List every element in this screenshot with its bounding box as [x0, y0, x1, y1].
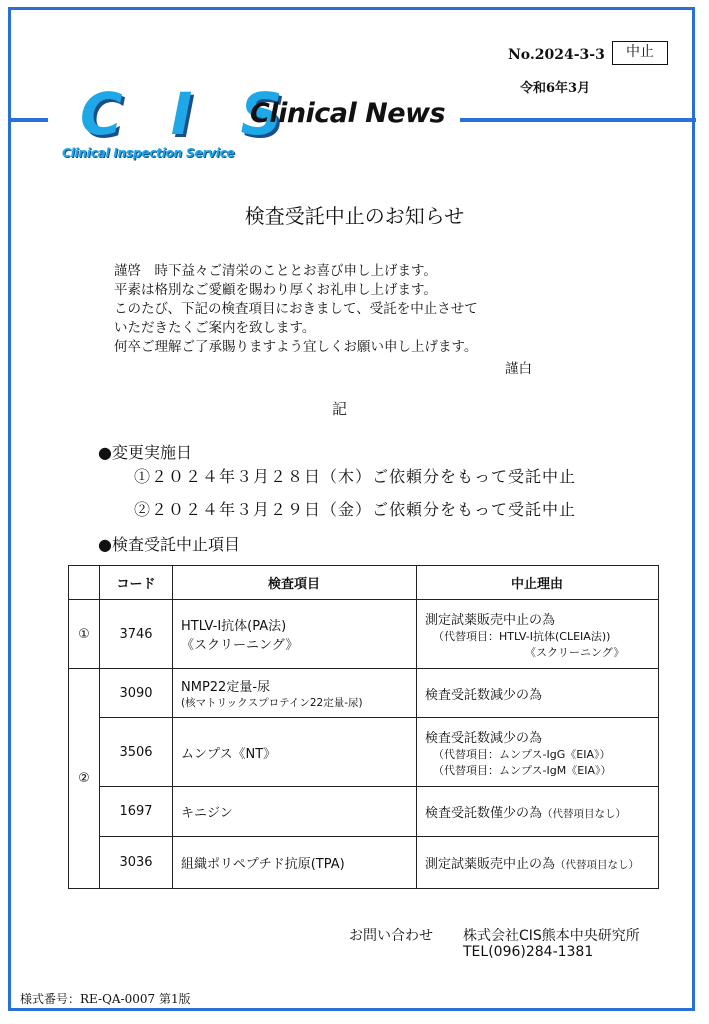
item-code: 3506 — [100, 718, 173, 787]
table-row — [69, 600, 659, 669]
table-row — [69, 669, 659, 718]
table-header-row — [69, 566, 659, 600]
reason-note: （代替項目：HTLV-Ⅰ抗体(CLEIA法)) — [433, 629, 611, 643]
item-name-main: NMP22定量-尿 — [181, 680, 271, 695]
item-name-main: HTLV-Ⅰ抗体(PA法) — [181, 619, 287, 634]
greeting-line: 謹啓 時下益々ご清栄のこととお喜び申し上げます。 — [114, 263, 437, 279]
logo-subtitle: Clinical Inspection Service — [62, 146, 235, 160]
header-rule-left — [10, 118, 48, 122]
item-name — [173, 669, 417, 718]
greeting-line: 平素は格別なご愛顧を賜わり厚くお礼申し上げます。 — [114, 282, 437, 298]
item-name-sub: (核マトリックスプロテイン22定量-尿) — [181, 697, 363, 709]
discontinued-items-table — [68, 565, 659, 889]
greeting-paragraph — [114, 262, 554, 357]
header-reason: 中止理由 — [417, 566, 659, 600]
group-number: ① — [69, 600, 100, 669]
item-code: 1697 — [100, 787, 173, 837]
greeting-line: 何卒ご理解ご了承賜りますよう宜しくお願い申し上げます。 — [114, 339, 478, 355]
greeting-line: いただきたくご案内を致します。 — [114, 320, 316, 336]
reason-text: 検査受託数僅少の為 — [425, 806, 543, 821]
issue-date: 令和6年3月 — [520, 81, 591, 96]
item-name — [173, 600, 417, 669]
greeting-line: このたび、下記の検査項目におきまして、受託を中止させて — [114, 301, 478, 317]
dates-heading: ●変更実施日 — [98, 443, 192, 462]
header-rule-right — [460, 118, 696, 122]
table-row — [69, 718, 659, 787]
date-line-2: ②２０２４年３月２９日（金）ご依頼分をもって受託中止 — [134, 500, 577, 519]
reason-note: 《スクリーニング》 — [525, 645, 625, 659]
status-badge: 中止 — [612, 41, 668, 65]
reason-text: 検査受託数減少の為 — [425, 730, 543, 746]
form-number: 様式番号：RE-QA-0007 第1版 — [20, 992, 191, 1006]
notice-title: 検査受託中止のお知らせ — [244, 204, 465, 228]
header-group — [69, 566, 100, 600]
header-item: 検査項目 — [173, 566, 417, 600]
reason-text: 検査受託数減少の為 — [417, 669, 659, 718]
reason-note: （代替項目：ムンプス-IgG《EIA》） — [433, 747, 611, 761]
header-code: コード — [100, 566, 173, 600]
reason-cell — [417, 837, 659, 889]
reason-note: （代替項目なし） — [542, 808, 627, 820]
ki-marker: 記 — [332, 400, 348, 418]
item-code: 3036 — [100, 837, 173, 889]
table-row — [69, 787, 659, 837]
item-name-sub: 《スクリーニング》 — [181, 638, 299, 653]
table-row — [69, 837, 659, 889]
reason-note: （代替項目：ムンプス-IgM《EIA》） — [433, 763, 612, 777]
company-name: 株式会社CIS熊本中央研究所 — [463, 928, 640, 944]
item-name: キニジン — [173, 787, 417, 837]
phone-number: TEL(096)284-1381 — [463, 944, 594, 960]
cis-logo: C I S — [80, 80, 297, 148]
newsletter-title: Clinical News — [250, 98, 446, 129]
closing-word: 謹白 — [505, 361, 532, 377]
items-heading: ●検査受託中止項目 — [98, 535, 240, 554]
item-name: 組織ポリペプチド抗原(TPA) — [173, 837, 417, 889]
document-number: No.2024-3-3 — [508, 47, 605, 63]
item-code: 3090 — [100, 669, 173, 718]
contact-label: お問い合わせ — [349, 928, 433, 944]
reason-cell — [417, 718, 659, 787]
reason-cell — [417, 600, 659, 669]
date-line-1: ①２０２４年３月２８日（木）ご依頼分をもって受託中止 — [134, 467, 577, 486]
item-code: 3746 — [100, 600, 173, 669]
reason-note: （代替項目なし） — [555, 859, 640, 871]
item-name: ムンプス《NT》 — [173, 718, 417, 787]
reason-cell — [417, 787, 659, 837]
reason-text: 測定試薬販売中止の為 — [425, 857, 556, 872]
reason-text: 測定試薬販売中止の為 — [425, 612, 556, 628]
group-number: ② — [69, 669, 100, 889]
